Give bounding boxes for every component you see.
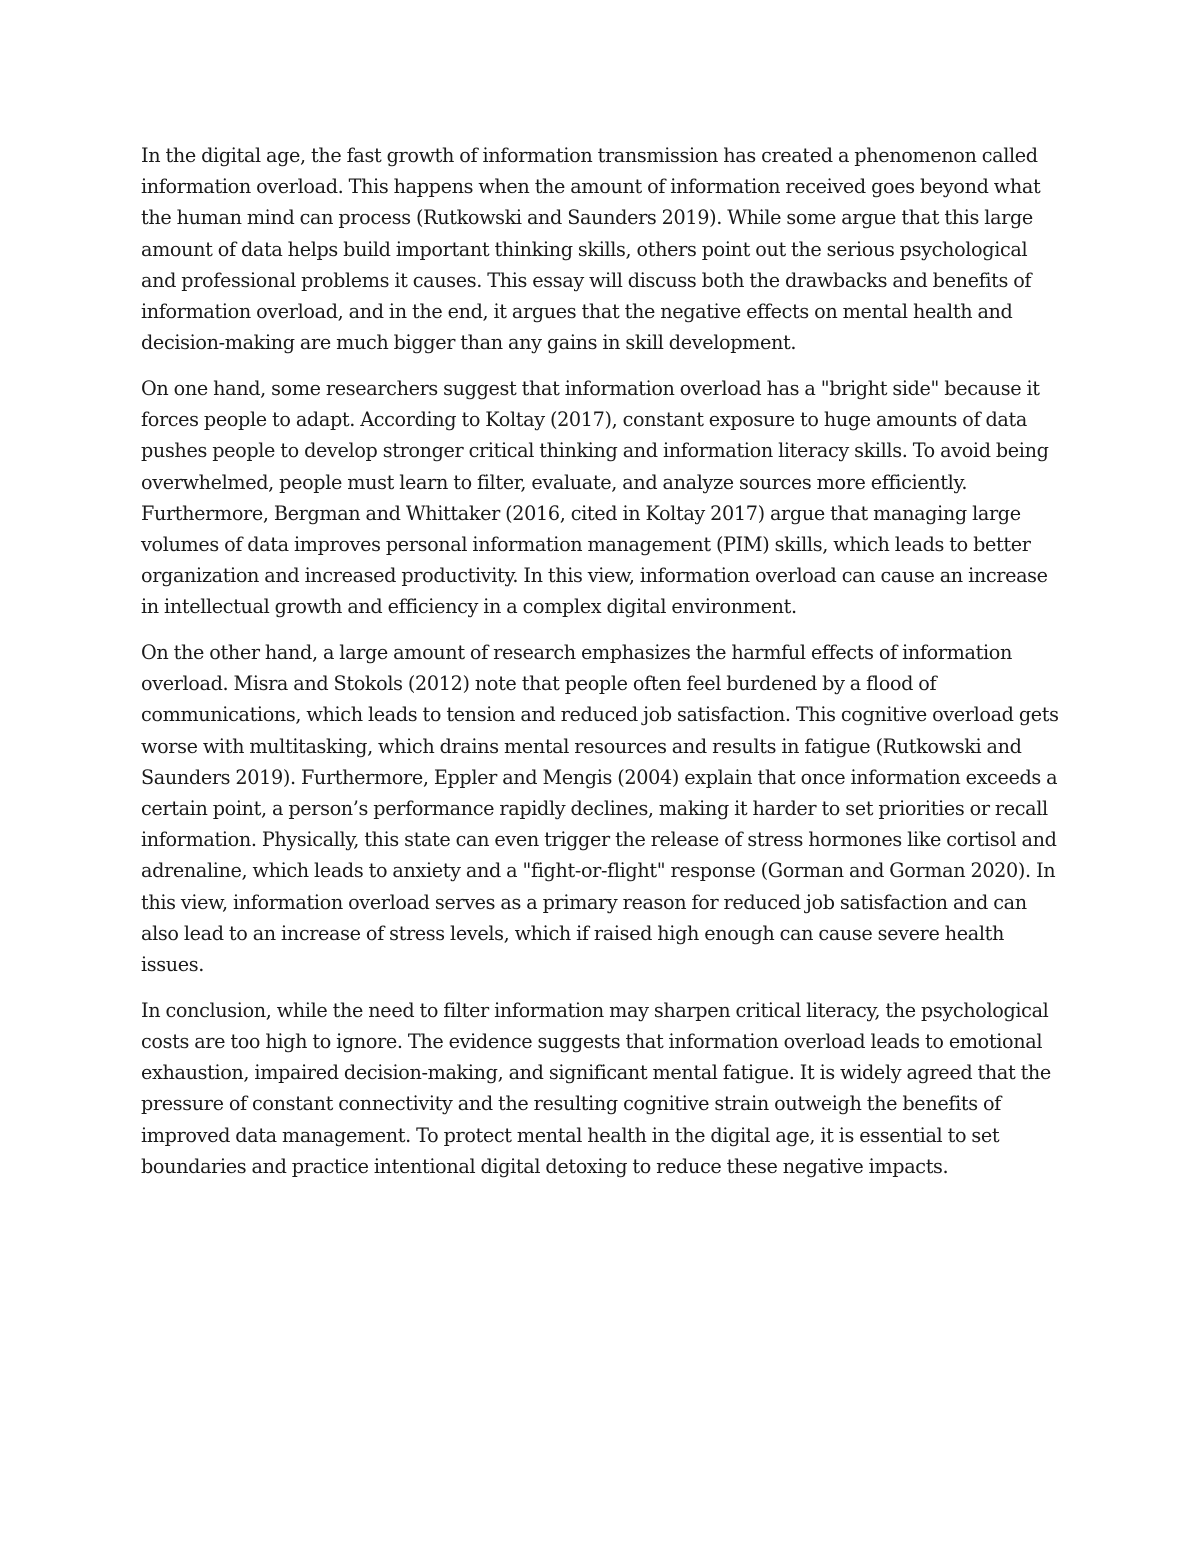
- essay-body: [141, 140, 1061, 1197]
- paragraph-benefits: On one hand, some researchers suggest that information overload has a "bright side" because it forces people to adapt. According to Koltay (2017), constant exposure to huge amounts of data pushes people to develop stronger critical thinking and information literacy skills. To avoid being overwhelmed, people must learn to filter, evaluate, and analyze sources more efficiently. Furthermore, Bergman and Whittaker (2016, cited in Koltay 2017) argue that managing large volumes of data improves personal information management (PIM) skills, which leads to better organization and increased productivity. In this view, information overload can cause an increase in intellectual growth and efficiency in a complex digital environment.: [141, 376, 1049, 619]
- paragraph-introduction: In the digital age, the fast growth of information transmission has created a phenomenon called information overload. This happens when the amount of information received goes beyond what the human mind can process (Rutkowski and Saunders 2019). While some argue that this large amount of data helps build important thinking skills, others point out the serious psychological and professional problems it causes. This essay will discuss both the drawbacks and benefits of information overload, and in the end, it argues that the negative effects on mental health and decision-making are much bigger than any gains in skill development.: [141, 144, 1041, 355]
- paragraph-drawbacks: On the other hand, a large amount of research emphasizes the harmful effects of information overload. Misra and Stokols (2012) note that people often feel burdened by a flood of communications, which leads to tension and reduced job satisfaction. This cognitive overload gets worse with multitasking, which drains mental resources and results in fatigue (Rutkowski and Saunders 2019). Furthermore, Eppler and Mengis (2004) explain that once information exceeds a certain point, a person’s performance rapidly declines, making it harder to set priorities or recall information. Physically, this state can even trigger the release of stress hormones like cortisol and adrenaline, which leads to anxiety and a "fight-or-flight" response (Gorman and Gorman 2020). In this view, information overload serves as a primary reason for reduced job satisfaction and can also lead to an increase of stress levels, which if raised high enough can cause severe health issues.: [141, 641, 1059, 977]
- paragraph-conclusion: In conclusion, while the need to filter information may sharpen critical literacy, the psychological costs are too high to ignore. The evidence suggests that information overload leads to emotional exhaustion, impaired decision-making, and significant mental fatigue. It is widely agreed that the pressure of constant connectivity and the resulting cognitive strain outweigh the benefits of improved data management. To protect mental health in the digital age, it is essential to set boundaries and practice intentional digital detoxing to reduce these negative impacts.: [141, 998, 1051, 1178]
